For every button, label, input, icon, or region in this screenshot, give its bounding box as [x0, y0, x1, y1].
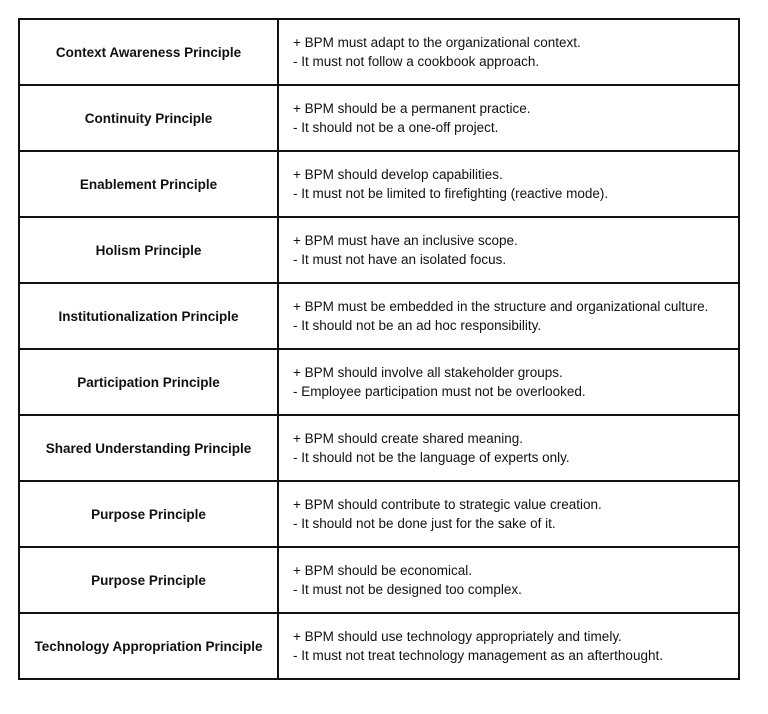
positive-statement: + BPM must be embedded in the structure and organizational culture. [293, 299, 709, 314]
positive-statement: + BPM should be a permanent practice. [293, 101, 531, 116]
principle-name: Participation Principle [19, 349, 278, 415]
negative-statement: - It should not be a one-off project. [293, 120, 499, 135]
principle-name: Holism Principle [19, 217, 278, 283]
table-row [19, 19, 739, 85]
table-row [19, 349, 739, 415]
negative-statement: - It must not have an isolated focus. [293, 252, 507, 267]
positive-statement: + BPM must adapt to the organizational context. [293, 35, 581, 50]
principle-name: Purpose Principle [19, 547, 278, 613]
principle-name: Shared Understanding Principle [19, 415, 278, 481]
table-row [19, 415, 739, 481]
principle-description [278, 613, 739, 679]
principle-description [278, 415, 739, 481]
positive-statement: + BPM should be economical. [293, 563, 472, 578]
principle-description [278, 151, 739, 217]
table-row [19, 613, 739, 679]
negative-statement: - Employee participation must not be overlooked. [293, 384, 586, 399]
positive-statement: + BPM should involve all stakeholder groups. [293, 365, 563, 380]
principle-description [278, 283, 739, 349]
positive-statement: + BPM should use technology appropriately and timely. [293, 629, 622, 644]
principle-name: Enablement Principle [19, 151, 278, 217]
principle-description [278, 19, 739, 85]
table-row [19, 547, 739, 613]
table-row [19, 283, 739, 349]
principle-name: Institutionalization Principle [19, 283, 278, 349]
positive-statement: + BPM should develop capabilities. [293, 167, 503, 182]
table-row [19, 481, 739, 547]
positive-statement: + BPM should create shared meaning. [293, 431, 524, 446]
negative-statement: - It must not be limited to firefighting (reactive mode). [293, 186, 609, 201]
negative-statement: - It must not treat technology management as an afterthought. [293, 648, 663, 663]
table-row [19, 217, 739, 283]
principle-description [278, 481, 739, 547]
negative-statement: - It should not be done just for the sake of it. [293, 516, 556, 531]
positive-statement: + BPM must have an inclusive scope. [293, 233, 518, 248]
negative-statement: - It must not follow a cookbook approach. [293, 54, 540, 69]
table-row [19, 151, 739, 217]
principle-description [278, 85, 739, 151]
principle-description [278, 349, 739, 415]
positive-statement: + BPM should contribute to strategic value creation. [293, 497, 602, 512]
negative-statement: - It should not be an ad hoc responsibility. [293, 318, 542, 333]
negative-statement: - It should not be the language of experts only. [293, 450, 570, 465]
principle-name: Context Awareness Principle [19, 19, 278, 85]
principle-name: Purpose Principle [19, 481, 278, 547]
principles-table [18, 18, 740, 680]
principle-description [278, 547, 739, 613]
principle-name: Technology Appropriation Principle [19, 613, 278, 679]
principle-description [278, 217, 739, 283]
principle-name: Continuity Principle [19, 85, 278, 151]
table-row [19, 85, 739, 151]
negative-statement: - It must not be designed too complex. [293, 582, 522, 597]
